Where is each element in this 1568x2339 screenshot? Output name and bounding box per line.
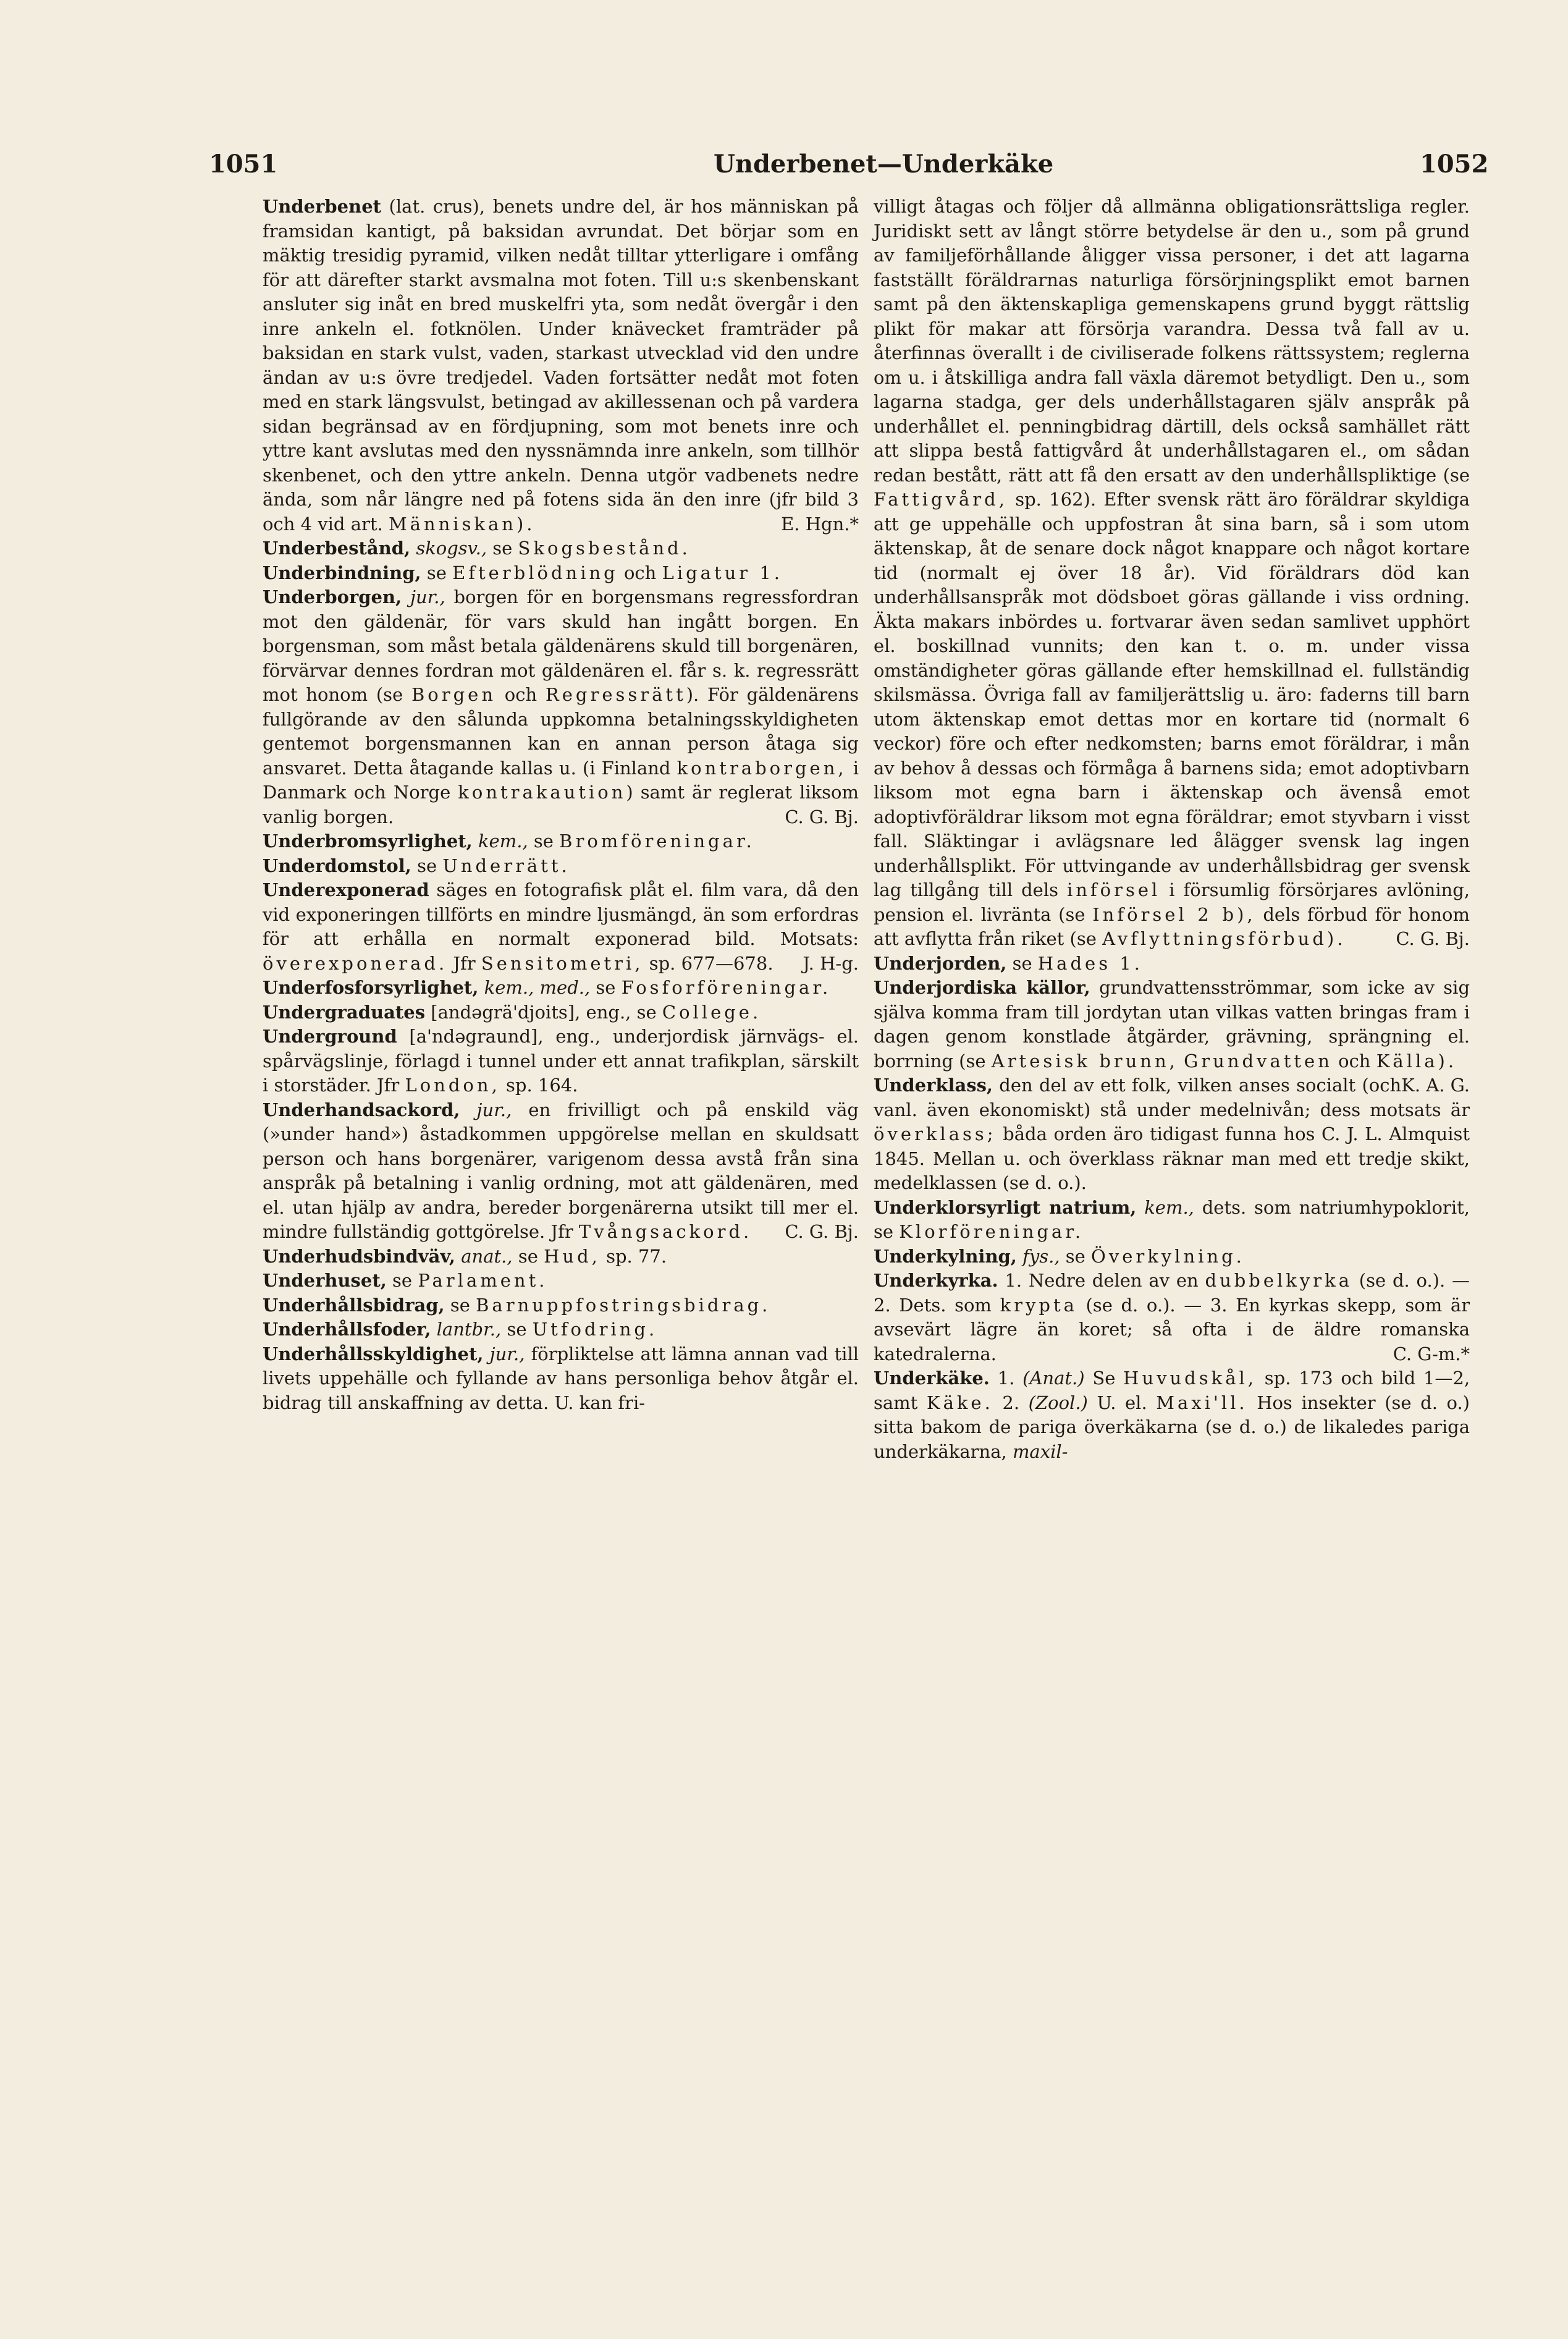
entry-text: dels förbud för honom att avflytta från riket (se (874, 903, 1470, 949)
cross-reference: College. (662, 1001, 762, 1023)
see-text: se (1012, 952, 1032, 974)
entry-underhudsbindvav (263, 1245, 859, 1269)
cross-reference: överexponerad. (263, 952, 448, 974)
entry-underkyrka (874, 1269, 1470, 1366)
entry-text: och (1338, 1050, 1371, 1072)
subject-label: anat., (461, 1245, 513, 1267)
subject-label: jur., (476, 1099, 512, 1120)
page-number-right: 1052 (1420, 150, 1489, 179)
subject-label: (Anat.) (1022, 1368, 1085, 1389)
entry-text: U. el. (1097, 1392, 1147, 1413)
see-text: se (450, 1294, 470, 1316)
entry-underdomstol (263, 854, 859, 879)
entry-underhallsskyldighet-continued (874, 195, 1470, 952)
subject-label: (Zool.) (1028, 1392, 1088, 1413)
subject-label: maxil- (1012, 1440, 1068, 1462)
entry-text: [andəgrä'djoits], eng., se (431, 1001, 657, 1023)
cross-reference: Ligatur 1. (662, 562, 783, 583)
headword: Underkäke. (874, 1368, 990, 1389)
cross-reference: Barnuppfostringsbidrag. (476, 1294, 771, 1316)
subject-label: fys., (1022, 1245, 1060, 1267)
cross-reference: Utfodring. (532, 1319, 658, 1340)
entry-text: ) samt är reglerat liksom vanlig borgen. (263, 782, 859, 827)
entry-text: 1. Nedre delen av en (1005, 1270, 1199, 1291)
entry-text: (lat. crus), benets undre del, är hos människan på framsidan kantigt, på baksidan avrundat. Det börjar som en mäktig tresidig pyramid, vilken nedåt tilltar ytterligare i omfång för att därefter starkt avsmalna mot foten. Till u:s skenbenskant ansluter sig inåt en bred muskelfri yta, som nedåt övergår i den inre ankeln el. fotknölen. Under knävecket framträder på baksidan en stark vulst, vaden, starkast utvecklad vid den undre ändan av u:s övre tredjedel. Vaden fortsätter nedåt mot foten med en stark längsvulst, betingad av akillessenan och på vardera sidan begränsad av en fördjupning, som mot benets inre och yttre kant avslutas med den nyssnämnda inre ankeln, som tillhör skenbenet, och den yttre ankeln. Denna utgör vadbenets nedre ända, som når längre ned på fotens sida än den inre (jfr bild 3 och 4 vid art. (263, 196, 859, 535)
running-title: Underbenet—Underkäke (714, 150, 1054, 179)
author-signature: E. Hgn.* (781, 513, 859, 535)
see-text: se (392, 1270, 413, 1291)
cross-reference: införsel (1066, 879, 1161, 900)
cross-reference: Hades 1. (1037, 952, 1143, 974)
author-signature: C. G. Bj. (785, 806, 859, 827)
entry-underkylning (874, 1245, 1470, 1269)
entry-text: sp. 77. (606, 1245, 667, 1267)
cross-reference: Underrätt. (442, 855, 570, 876)
entry-text: förpliktelse att lämna annan vad till livets uppehälle och fyllande av hans personliga behov åtgår el. bidrag till anskaffning av detta. U. kan fri- (263, 1343, 859, 1413)
entry-underhandsackord (263, 1098, 859, 1245)
entry-underklorsyrligt-natrium (874, 1196, 1470, 1245)
cross-reference: Parlament. (418, 1270, 548, 1291)
headword: Underfosforsyrlighet, (263, 977, 479, 998)
entry-text: Hos insekter (se d. o.) sitta bakom de pariga överkäkarna (se d. o.) de likaledes pariga underkäkarna, (874, 1392, 1470, 1462)
see-text: se (492, 538, 513, 559)
headword: Underground (263, 1026, 397, 1047)
entry-text: grundvattensströmmar, som icke av sig själva komma fram till jordytan utan vilkas vatten bringas fram i dagen genom konstlade åtgärder, grävning, sprängning el. borrning (se (874, 977, 1470, 1072)
entry-text: och (504, 684, 537, 705)
cross-reference: kontraborgen, (677, 757, 847, 779)
cross-reference: Huvudskål, (1123, 1368, 1257, 1389)
headword: Underbestånd, (263, 538, 411, 559)
entry-text: dets. som natriumhypoklorit, se (874, 1196, 1470, 1242)
headword: Underhållsbidrag, (263, 1294, 445, 1316)
author-signature: C. G. Bj. (785, 1221, 859, 1242)
cross-reference: dubbelkyrka (1205, 1270, 1352, 1291)
headword: Underhandsackord, (263, 1099, 460, 1120)
entry-text: i försumlig försörjares avlöning, pension el. livränta (se (874, 879, 1470, 925)
entry-text: i Danmark och Norge (263, 757, 859, 803)
headword: Underborgen, (263, 586, 402, 607)
subject-label: lantbr., (436, 1319, 502, 1340)
entry-underhallsskyldighet (263, 1342, 859, 1416)
headword: Underexponerad (263, 879, 429, 900)
cross-reference: Grundvatten (1184, 1050, 1333, 1072)
see-text: se (518, 1245, 538, 1267)
entry-text: (se d. o.). — 3. En kyrkas skepp, som är avsevärt lägre än koret; så ofta i de äldre romanska katedralerna. (874, 1294, 1470, 1364)
cross-reference: krypta (1000, 1294, 1077, 1316)
author-signature: J. H-g. (803, 952, 859, 974)
cross-reference: Regressrätt (545, 684, 686, 705)
headword: Underbromsyrlighet, (263, 831, 473, 852)
see-text: Se (1092, 1368, 1116, 1389)
see-text: se (417, 855, 437, 876)
entry-text: sp. 164. (506, 1075, 578, 1096)
cross-reference: Artesisk brunn, (991, 1050, 1178, 1072)
headword: Underklorsyrligt natrium, (874, 1196, 1137, 1218)
entry-underbenet (263, 195, 859, 536)
cross-reference: Bromföreningar. (559, 831, 755, 852)
cross-reference: London, (405, 1075, 500, 1096)
entry-text: Jfr (453, 952, 476, 974)
cross-reference: Hud, (544, 1245, 601, 1267)
entry-undergraduates (263, 1000, 859, 1025)
subject-label: jur., (410, 586, 445, 607)
subject-label: kem., (478, 831, 528, 852)
see-text: se (533, 831, 554, 852)
entry-text: [a'ndəgraund], eng., underjordisk järnvägs- el. spårvägslinje, förlagd i tunnel under ett annat trafikplan, särskilt i storstäder. Jfr (263, 1026, 859, 1096)
entry-text: sp. 162). Efter svensk rätt äro föräldrar skyldiga att ge uppehälle och uppfostran åt sina barn, så i som utom äktenskap, åt de senare dock något knappare och något kortare tid (normalt ej över 18 år). Vid föräldrars död kan underhållsanspråk mot dödsboet göras gällande i viss ordning. Äkta makars inbördes u. fortvarar även sedan samlivet upphört el. boskillnad vunnits; den kan t. o. m. under vissa omständigheter göras gällande efter hemskillnad el. fullständig skilsmässa. Övriga fall av familjerättslig u. äro: faderns till barn utom äktenskap emot dettas mor en kortare tid (normalt 6 veckor) före och efter nedkomsten; barns emot föräldrar, i mån av behov å dessas och förmåga å barnens sida; emot adoptivbarn liksom mot egna barn i äktenskap och ävenså emot adoptivföräldrar liksom mot egna föräldrar; emot styvbarn i visst fall. Släktingar i avlägsnare led ålägger svensk lag ingen underhållsplikt. För uttvingande av underhållsbidrag ger svensk lag tillgång till dels (874, 489, 1470, 900)
headword: Underbindning, (263, 562, 421, 583)
entry-underkake (874, 1366, 1470, 1464)
author-signature: C. G. Bj. (1396, 928, 1470, 949)
subject-label: skogsv., (416, 538, 487, 559)
entry-text: båda orden äro tidigast funna hos C. J. L. Almquist 1845. Mellan u. och överklass räknar man med ett tredje skikt, medelklassen (se d. o.). (874, 1123, 1470, 1193)
cross-reference: Fattigvård, (874, 489, 1008, 510)
see-text: se (426, 562, 447, 583)
author-signature: C. G-m.* (1393, 1343, 1470, 1364)
entry-text: villigt åtagas och följer då allmänna obligationsrättsliga regler. Juridiskt sett av långt större betydelse är den u., som på grund av familjeförhållande åligger vissa personer, i det att lagarna fastställt föräldrarnas naturliga försörjningsplikt emot barnen samt på den äktenskapliga gemenskapens grund byggt rättslig plikt för makar att försörja varandra. Dessa två fall av u. återfinnas överallt i de civiliserade folkens rättssystem; reglerna om u. i åtskilliga andra fall växla däremot betydligt. Den u., som lagarna stadga, ger dels underhållstagaren själv anspråk på underhållet el. penningbidrag därtill, dels också samhället rätt att slippa bestå fattigvård åt underhållstagaren el., om sådan redan bestått, rätt att få den ersatt av den underhållspliktige (se (874, 196, 1470, 486)
see-text: se (507, 1319, 527, 1340)
entry-underexponerad (263, 878, 859, 976)
entry-underground (263, 1025, 859, 1098)
entry-underbindning (263, 561, 859, 586)
left-column (263, 195, 859, 1415)
entry-text: sp. 173 och bild 1—2, samt (874, 1368, 1470, 1413)
author-signature: K. A. G. (1401, 1075, 1470, 1096)
headword: Undergraduates (263, 1001, 426, 1023)
cross-reference: kontrakaution (458, 782, 626, 803)
cross-reference: överklass; (874, 1123, 997, 1144)
entry-text: den del av ett folk, vilken anses socialt (och vanl. även ekonomiskt) stå under medelnivån; dess motsats är (874, 1075, 1470, 1120)
cross-reference: Överkylning. (1091, 1245, 1245, 1267)
cross-reference: Människan). (388, 513, 536, 535)
cross-reference: Införsel 2 b), (1092, 903, 1256, 925)
subject-label: kem., (1144, 1196, 1194, 1218)
headword: Underhållsfoder, (263, 1319, 431, 1340)
entry-text: 1. (997, 1368, 1015, 1389)
cross-reference: Borgen (411, 684, 497, 705)
entry-text: ). För gäldenärens fullgörande av den sålunda uppkomna betalningsskyldigheten gentemot borgensmannen kan en annan person åtaga sig ansvaret. Detta åtagande kallas u. (i Finland (263, 684, 859, 779)
entry-underhallsbidrag (263, 1293, 859, 1318)
entry-underhallsfoder (263, 1318, 859, 1342)
subject-label: kem., med., (484, 977, 591, 998)
see-text: se (596, 977, 616, 998)
entry-text: borgen för en borgensmans regressfordran mot den gäldenär, för vars skuld han ingått borgen. En borgensman, som måst betala gäldenärens skuld till borgenären, förvärvar dennes fordran mot gäldenären el. får s. k. regressrätt mot honom (se (263, 586, 859, 705)
entry-text: och (623, 562, 657, 583)
headword: Underjordiska källor, (874, 977, 1090, 998)
cross-reference: Avflyttningsförbud). (1102, 928, 1346, 949)
cross-reference: Sensitometri, (481, 952, 644, 974)
headword: Underhuset, (263, 1270, 387, 1291)
headword: Underdomstol, (263, 855, 411, 876)
headword: Underjorden, (874, 952, 1007, 974)
entry-underjorden (874, 952, 1470, 976)
see-text: se (1065, 1245, 1085, 1267)
cross-reference: Efterblödning (452, 562, 618, 583)
cross-reference: Fosforföreningar. (621, 977, 832, 998)
subject-label: jur., (489, 1343, 525, 1364)
headword: Underhudsbindväv, (263, 1245, 456, 1267)
headword: Underkyrka. (874, 1270, 998, 1291)
cross-reference: Källa). (1376, 1050, 1457, 1072)
cross-reference: Maxi'll. (1156, 1392, 1248, 1413)
headword: Underbenet (263, 196, 382, 217)
cross-reference: Skogsbestånd. (518, 538, 691, 559)
entry-text: en frivilligt och på enskild väg (»under hand») åstadkommen uppgörelse mellan en skuldsatt person och hans borgenärer, varigenom dessa avstå från sina anspråk på betalning i vanlig ordning, mot att gäldenären, med el. utan hjälp av andra, bereder borgenärerna utsikt till mer el. mindre fullständig gottgörelse. Jfr (263, 1099, 859, 1242)
page-number-left: 1051 (209, 150, 278, 179)
entry-underhuset (263, 1269, 859, 1293)
entry-underbestand (263, 536, 859, 561)
cross-reference: Tvångsackord. (578, 1221, 752, 1242)
entry-underbromsyrlighet (263, 829, 859, 854)
entry-text: (se d. o.). — 2. Dets. som (874, 1270, 1470, 1316)
cross-reference: Käke. (926, 1392, 993, 1413)
entry-underborgen (263, 585, 859, 829)
headword: Underkylning, (874, 1245, 1017, 1267)
entry-underfosforsyrlighet (263, 976, 859, 1000)
headword: Underklass, (874, 1075, 993, 1096)
entry-text: säges en fotografisk plåt el. film vara, då den vid exponeringen tillförts en mindre ljusmängd, än som erfordras för att erhålla en normalt exponerad bild. Motsats: (263, 879, 859, 949)
entry-text: sp. 677—678. (649, 952, 773, 974)
right-column (874, 195, 1470, 1464)
headword: Underhållsskyldighet, (263, 1343, 484, 1364)
entry-text: 2. (1002, 1392, 1020, 1413)
cross-reference: Klorföreningar. (899, 1221, 1084, 1242)
entry-underklass (874, 1073, 1470, 1196)
